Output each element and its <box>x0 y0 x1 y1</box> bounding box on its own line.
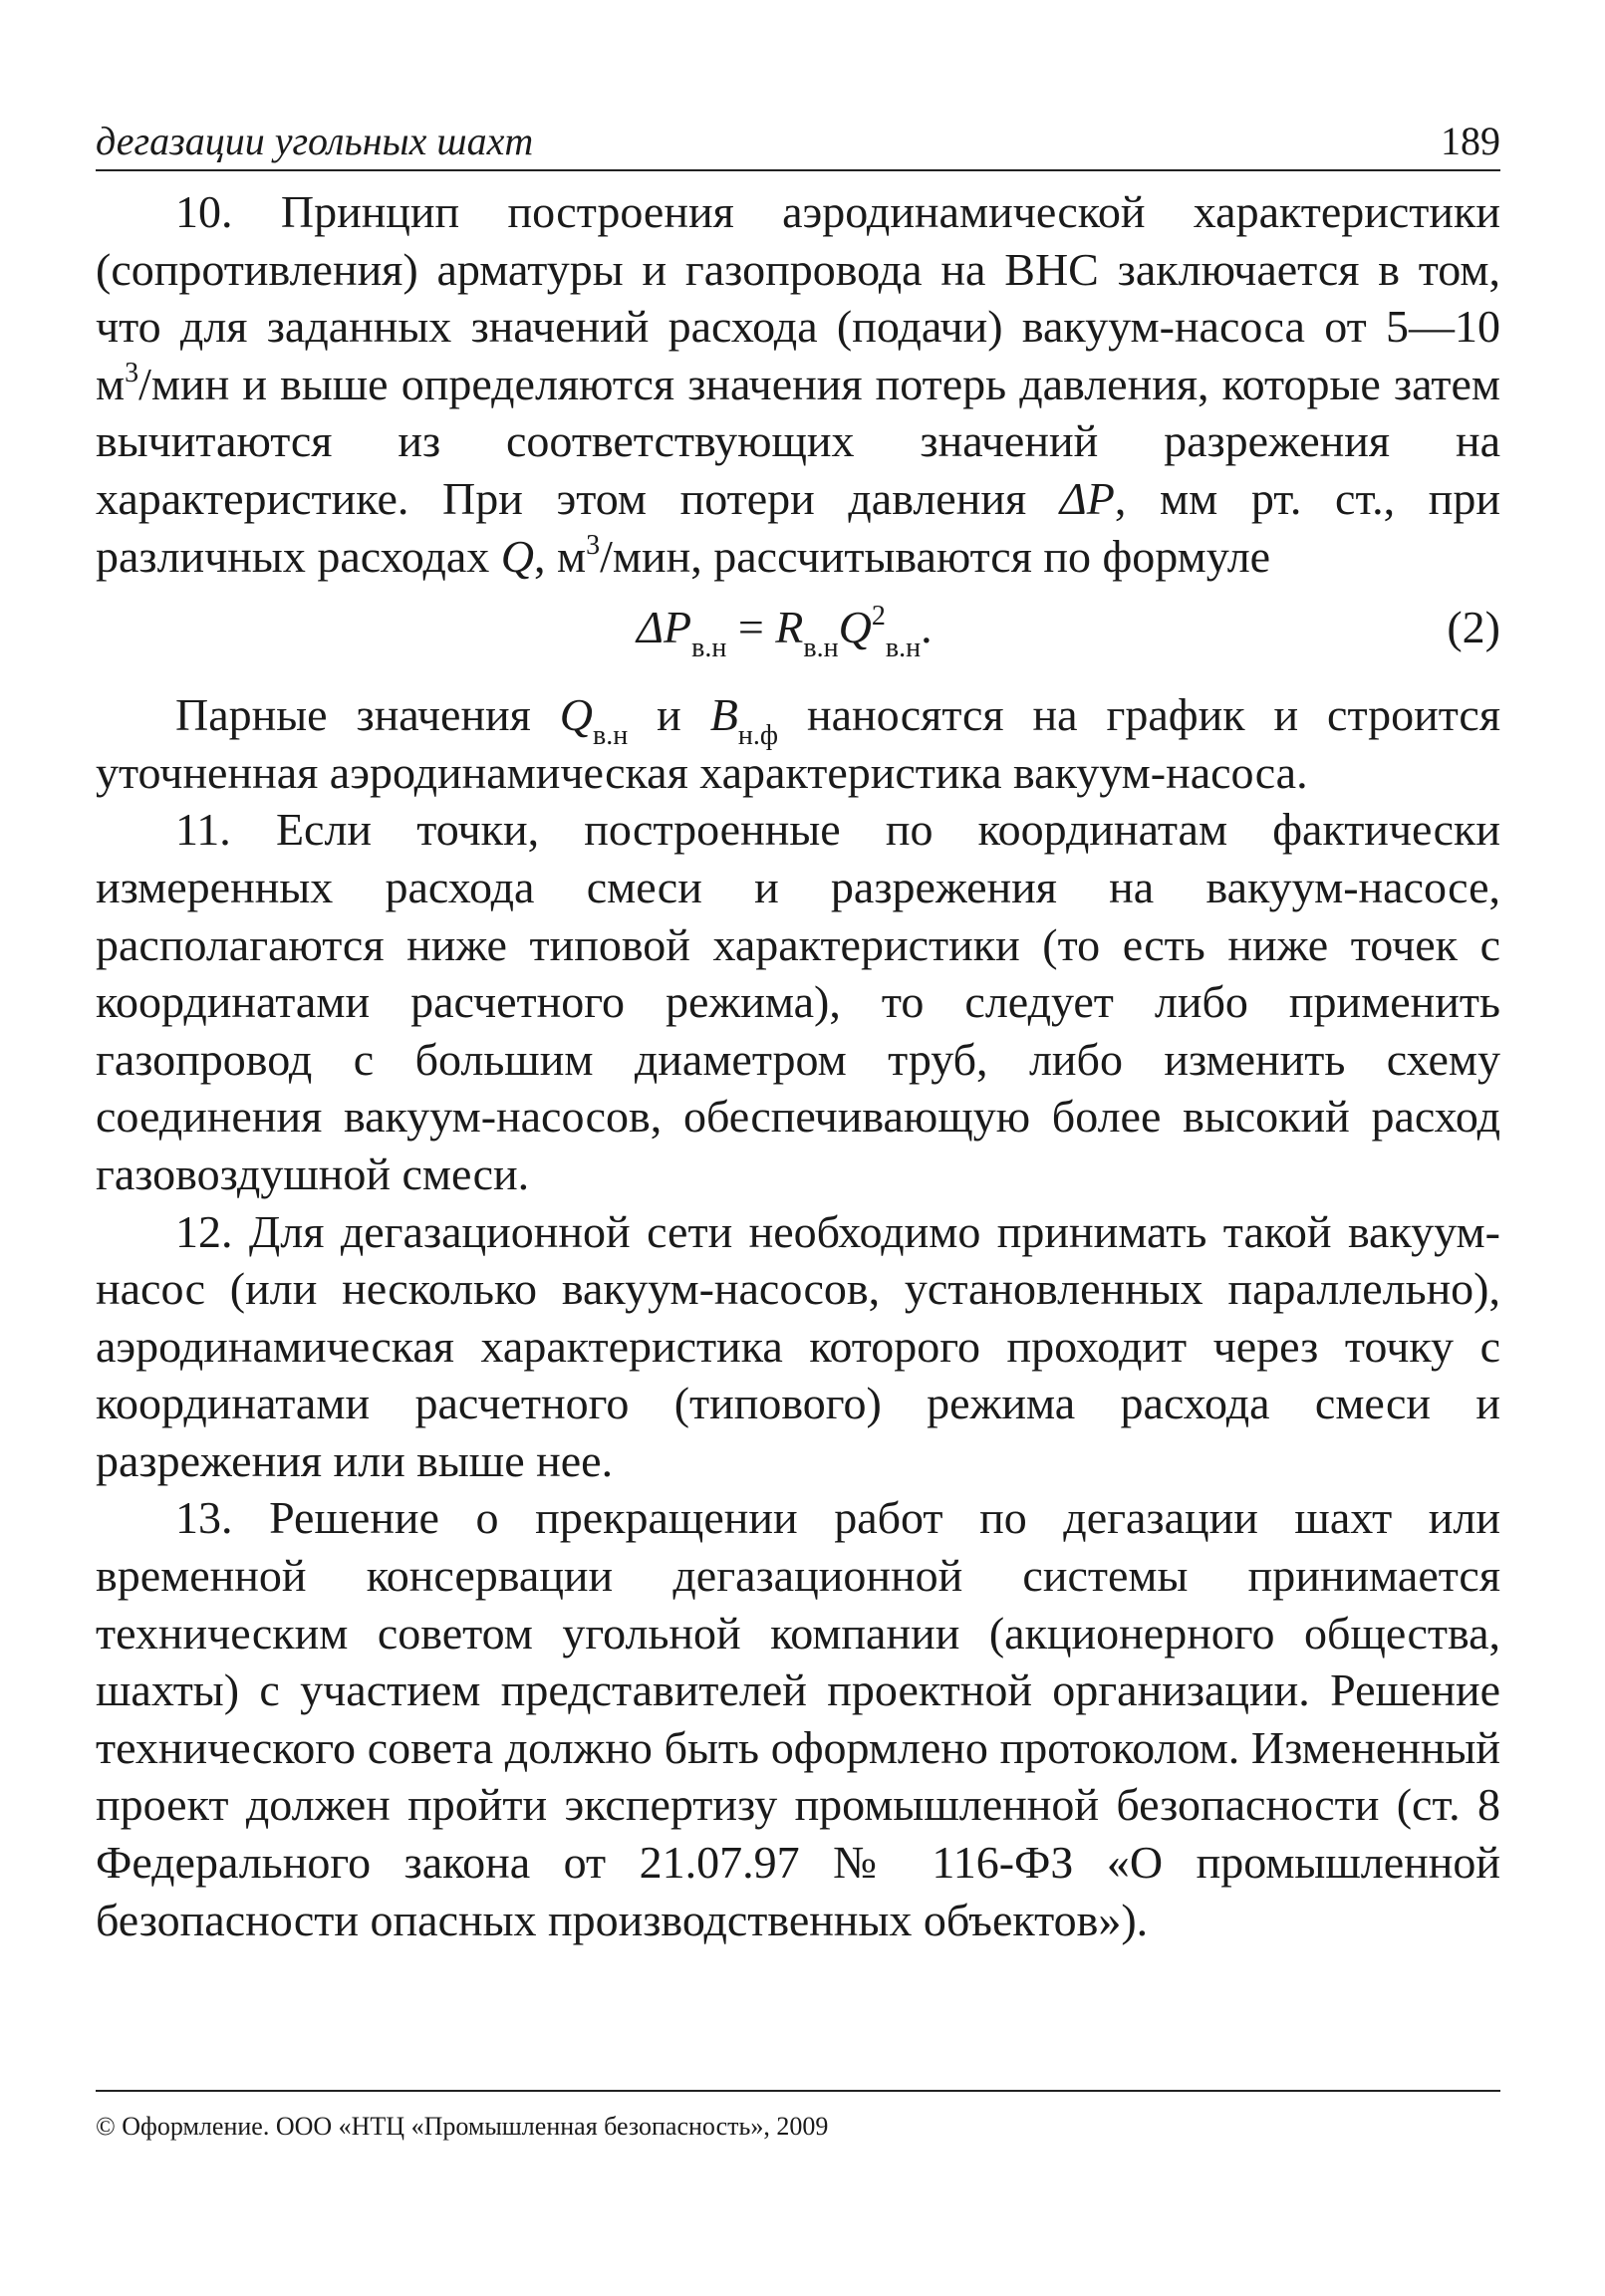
paragraph-paired-values <box>96 686 1500 801</box>
symbol-q: Q <box>559 689 594 741</box>
text-run: , мм рт. ст., при различных расходах <box>96 472 1500 582</box>
text-run: наносятся на график и строится уточненная аэродинамическая характеристика вакуум-насоса. <box>96 689 1500 798</box>
text-run: /мин, рассчитываются по формуле <box>600 530 1271 582</box>
formula-r: R <box>775 602 804 653</box>
page-number: 189 <box>1441 119 1500 163</box>
formula-exponent: 2 <box>871 601 886 633</box>
formula-number: (2) <box>1447 602 1500 653</box>
superscript: 3 <box>125 357 139 388</box>
symbol-q: Q <box>500 530 535 582</box>
text-run: и <box>628 689 710 741</box>
running-header <box>96 108 1500 171</box>
formula-subscript: в.н <box>803 633 839 664</box>
body-text <box>96 183 1500 1948</box>
text-run: , м <box>534 530 587 582</box>
text-run: /мин и выше определяются значения потерь давления, которые затем вычитаются из соответствующих значений разрежения на характеристике. При этом потери давления <box>96 358 1500 524</box>
copyright-footer: © Оформление. ООО «НТЦ «Промышленная безопасность», 2009 <box>96 2090 1500 2144</box>
symbol-b: B <box>709 689 738 741</box>
paragraph-12: 12. Для дегазационной сети необходимо принимать такой вакуум-насос (или несколько вакуум-насосов, установленных параллельно), аэродинамическая характеристика которого проходит через точку с координатами расчетного (типового) режима расхода смеси и разрежения или выше нее. <box>96 1205 1500 1486</box>
text-run: Парные значения <box>175 689 560 741</box>
formula <box>637 599 933 664</box>
paragraph-10 <box>96 183 1500 585</box>
formula-equals: = <box>726 602 776 653</box>
subscript: в.н <box>593 720 629 752</box>
formula-delta-p: ΔP <box>637 602 692 653</box>
subscript: н.ф <box>737 720 778 752</box>
running-title: дегазации угольных шахт <box>96 119 534 163</box>
formula-q: Q <box>838 602 872 653</box>
formula-dot: . <box>921 602 933 653</box>
paragraph-13: 13. Решение о прекращении работ по дегазации шахт или временной консервации дегазационной системы принимается техническим советом угольной компании (акционерного общества, шахты) с участием представителей проектной организации. Решение технического совета должно быть оформлено протоколом. Измененный проект должен пройти экспертизу промышленной безопасности (ст. 8 Федерального закона от 21.07.97 № 116-ФЗ «О промышленной безопасности опасных производственных объектов»). <box>96 1492 1500 1945</box>
symbol-delta-p: ΔP <box>1059 472 1115 524</box>
superscript: 3 <box>586 529 601 561</box>
formula-row <box>96 585 1500 686</box>
paragraph-11: 11. Если точки, построенные по координатам фактически измеренных расхода смеси и разрежения на вакуум-насосе, располагаются ниже типовой характеристики (то есть ниже точек с координатами расчетного режима), то следует либо применить газопровод с большим диаметром труб, либо изменить схему соединения вакуум-насосов, обеспечивающую более высокий расход газовоздушной смеси. <box>96 804 1500 1199</box>
formula-subscript: в.н <box>885 633 922 664</box>
text-run: 10. Принцип построения аэродинамической характеристики (сопротивления) арматуры и газопровода на ВНС заключается в том, что для заданных значений расхода (подачи) вакуум-насоса от 5—10 м <box>96 186 1500 409</box>
formula-subscript: в.н <box>691 633 727 664</box>
